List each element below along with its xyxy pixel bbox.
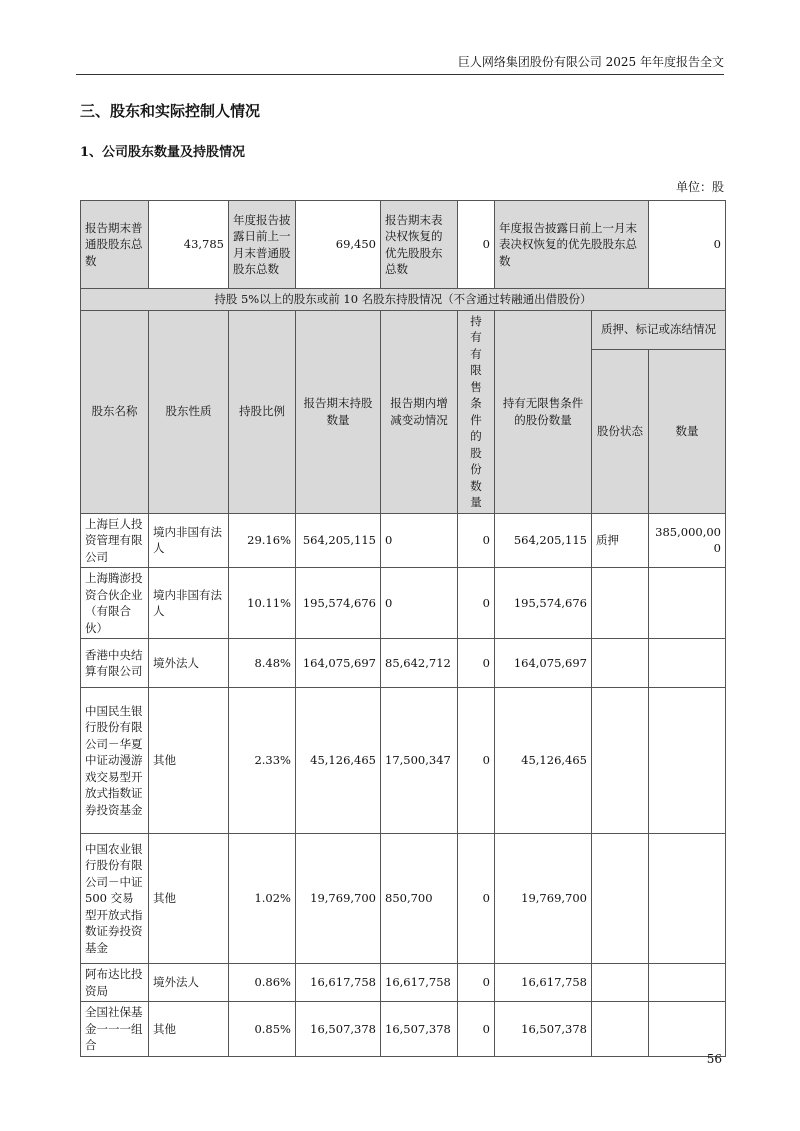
- summary-value-4: 0: [649, 201, 726, 289]
- column-header-row-1: [81, 310, 726, 349]
- row-quantity: [649, 964, 726, 1002]
- holdings-title-row: [81, 289, 726, 311]
- row-change: 0: [381, 513, 458, 568]
- summary-label-4: 年度报告披露日前上一月末表决权恢复的优先股股东总数: [495, 201, 649, 289]
- row-quantity: [649, 834, 726, 964]
- row-ratio: 0.85%: [229, 1002, 296, 1057]
- col-ratio: 持股比例: [229, 310, 296, 513]
- row-name: 中国农业银行股份有限公司－中证 500 交易型开放式指数证券投资基金: [81, 834, 149, 964]
- row-restricted: 0: [458, 1002, 495, 1057]
- unit-label: 单位：股: [675, 180, 724, 194]
- col-change: 报告期内增减变动情况: [381, 310, 458, 513]
- row-change: 17,500,347: [381, 688, 458, 834]
- row-ratio: 10.11%: [229, 568, 296, 639]
- col-unrestricted: 持有无限售条件的股份数量: [495, 310, 592, 513]
- row-unrestricted: 45,126,465: [495, 688, 592, 834]
- header-title: 巨人网络集团股份有限公司 2025 年年度报告全文: [457, 55, 724, 69]
- row-status: [592, 639, 649, 688]
- row-quantity: [649, 568, 726, 639]
- summary-value-2: 69,450: [296, 201, 381, 289]
- row-restricted: 0: [458, 568, 495, 639]
- table-row: [81, 568, 726, 639]
- subsection-title: 1、公司股东数量及持股情况: [80, 145, 246, 160]
- shareholder-table: [80, 200, 726, 1057]
- row-quantity: 385,000,000: [649, 513, 726, 568]
- row-unrestricted: 564,205,115: [495, 513, 592, 568]
- row-change: 16,507,378: [381, 1002, 458, 1057]
- row-ratio: 0.86%: [229, 964, 296, 1002]
- section-title: 三、股东和实际控制人情况: [80, 102, 261, 120]
- summary-label-1: 报告期末普通股股东总数: [81, 201, 149, 289]
- row-ratio: 8.48%: [229, 639, 296, 688]
- col-nature: 股东性质: [149, 310, 229, 513]
- summary-value-3: 0: [458, 201, 495, 289]
- table-row: [81, 834, 726, 964]
- row-restricted: 0: [458, 834, 495, 964]
- row-ratio: 2.33%: [229, 688, 296, 834]
- row-nature: 其他: [149, 834, 229, 964]
- row-nature: 境外法人: [149, 639, 229, 688]
- row-nature: 其他: [149, 688, 229, 834]
- col-quantity: 数量: [649, 349, 726, 513]
- row-status: [592, 688, 649, 834]
- col-name: 股东名称: [81, 310, 149, 513]
- page-header: [76, 54, 724, 75]
- row-restricted: 0: [458, 513, 495, 568]
- row-ratio: 1.02%: [229, 834, 296, 964]
- row-name: 阿布达比投资局: [81, 964, 149, 1002]
- row-unrestricted: 16,617,758: [495, 964, 592, 1002]
- row-shares: 164,075,697: [296, 639, 381, 688]
- col-status: 股份状态: [592, 349, 649, 513]
- row-change: 0: [381, 568, 458, 639]
- row-nature: 其他: [149, 1002, 229, 1057]
- row-unrestricted: 195,574,676: [495, 568, 592, 639]
- row-shares: 16,507,378: [296, 1002, 381, 1057]
- row-shares: 16,617,758: [296, 964, 381, 1002]
- summary-value-1: 43,785: [149, 201, 229, 289]
- row-unrestricted: 164,075,697: [495, 639, 592, 688]
- page-number: 56: [706, 1052, 722, 1066]
- row-quantity: [649, 1002, 726, 1057]
- col-pledge-group: 质押、标记或冻结情况: [592, 310, 726, 349]
- row-name: 香港中央结算有限公司: [81, 639, 149, 688]
- row-shares: 19,769,700: [296, 834, 381, 964]
- row-quantity: [649, 639, 726, 688]
- summary-row: [81, 201, 726, 289]
- summary-label-2: 年度报告披露日前上一月末普通股股东总数: [229, 201, 296, 289]
- row-nature: 境内非国有法人: [149, 568, 229, 639]
- table-row: [81, 964, 726, 1002]
- table-row: [81, 1002, 726, 1057]
- row-quantity: [649, 688, 726, 834]
- row-change: 85,642,712: [381, 639, 458, 688]
- row-nature: 境内非国有法人: [149, 513, 229, 568]
- row-status: [592, 568, 649, 639]
- row-change: 16,617,758: [381, 964, 458, 1002]
- row-ratio: 29.16%: [229, 513, 296, 568]
- row-unrestricted: 19,769,700: [495, 834, 592, 964]
- row-status: [592, 1002, 649, 1057]
- row-restricted: 0: [458, 964, 495, 1002]
- col-restricted: 持有有限售条件的股份数量: [458, 310, 495, 513]
- holdings-title: 持股 5%以上的股东或前 10 名股东持股情况（不含通过转融通出借股份）: [81, 289, 726, 311]
- table-row: [81, 639, 726, 688]
- row-nature: 境外法人: [149, 964, 229, 1002]
- row-status: [592, 964, 649, 1002]
- row-shares: 564,205,115: [296, 513, 381, 568]
- row-shares: 45,126,465: [296, 688, 381, 834]
- row-name: 上海巨人投资管理有限公司: [81, 513, 149, 568]
- row-restricted: 0: [458, 639, 495, 688]
- row-restricted: 0: [458, 688, 495, 834]
- row-name: 全国社保基金一一一组合: [81, 1002, 149, 1057]
- table-row: [81, 513, 726, 568]
- row-name: 上海腾澎投资合伙企业（有限合伙）: [81, 568, 149, 639]
- row-change: 850,700: [381, 834, 458, 964]
- table-row: [81, 688, 726, 834]
- col-shares: 报告期末持股数量: [296, 310, 381, 513]
- row-shares: 195,574,676: [296, 568, 381, 639]
- summary-label-3: 报告期末表决权恢复的优先股股东总数: [381, 201, 458, 289]
- row-name: 中国民生银行股份有限公司－华夏中证动漫游戏交易型开放式指数证券投资基金: [81, 688, 149, 834]
- row-status: [592, 834, 649, 964]
- row-unrestricted: 16,507,378: [495, 1002, 592, 1057]
- row-status: 质押: [592, 513, 649, 568]
